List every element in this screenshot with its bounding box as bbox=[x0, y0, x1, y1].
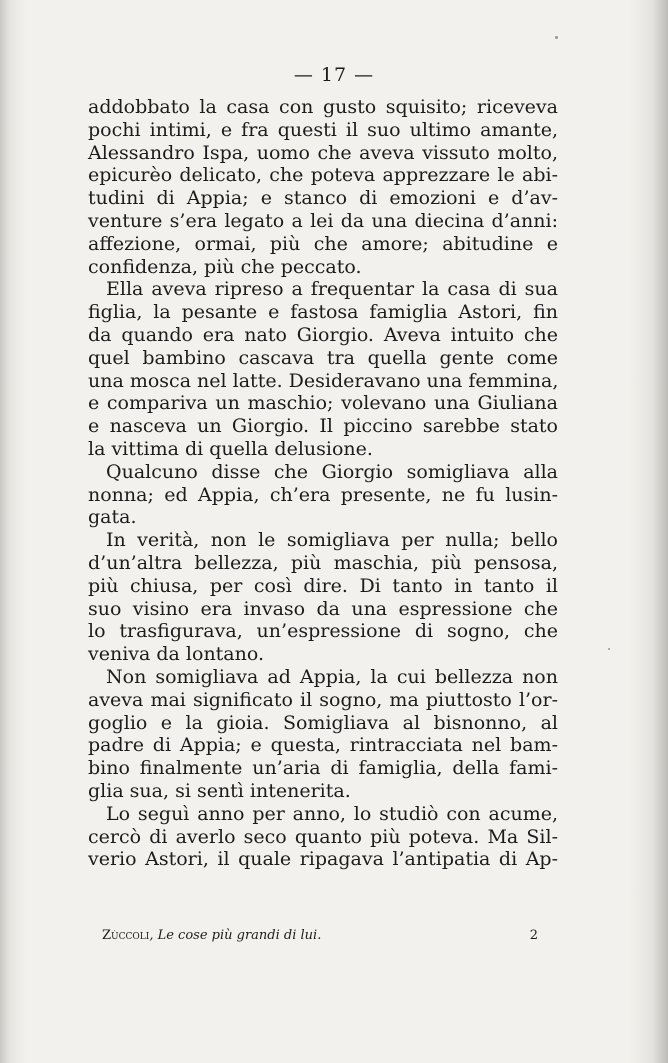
text-line: goglio e la gioia. Somigliava al bisnonno, al bbox=[88, 711, 558, 734]
text-line: pochi intimi, e fra questi il suo ultimo amante, bbox=[88, 118, 558, 141]
footer-title: Le cose più grandi di lui. bbox=[157, 928, 322, 943]
body-text bbox=[88, 96, 558, 871]
text-line: affezione, ormai, più che amore; abitudine e bbox=[88, 232, 558, 255]
text-line: gata. bbox=[88, 506, 137, 529]
text-line: Non somigliava ad Appia, la cui bellezza non bbox=[106, 665, 558, 688]
footer-author: Zùccoli bbox=[102, 928, 150, 943]
footer-source: Zùccoli, Le cose più grandi di lui. bbox=[102, 928, 322, 943]
text-line: più chiusa, per così dire. Di tanto in tanto il bbox=[88, 574, 558, 597]
text-line: addobbato la casa con gusto squisito; riceveva bbox=[88, 96, 558, 118]
text-line: Qualcuno disse che Giorgio somigliava alla bbox=[106, 460, 558, 483]
text-line: veniva da lontano. bbox=[88, 643, 265, 666]
text-line: Ella aveva ripreso a frequentar la casa di sua bbox=[106, 278, 558, 301]
text-line: la vittima di quella delusione. bbox=[88, 437, 373, 460]
page-number: — 17 — bbox=[293, 64, 375, 86]
text-line: tudini di Appia; e stanco di emozioni e d’av- bbox=[88, 187, 558, 210]
text-line: e compariva un maschio; volevano una Giuliana bbox=[88, 392, 558, 415]
paper-speck bbox=[608, 648, 610, 650]
text-line: padre di Appia; e questa, rintracciata nel bam- bbox=[88, 734, 558, 757]
text-line: da quando era nato Giorgio. Aveva intuito che bbox=[88, 323, 558, 346]
text-line: verio Astori, il quale ripagava l’antipatia di Ap- bbox=[88, 848, 558, 871]
text-line: nonna; ed Appia, ch’era presente, ne fu lusin- bbox=[88, 483, 558, 506]
text-line: Lo seguì anno per anno, lo studiò con acume, bbox=[106, 802, 558, 825]
text-line: lo trasfigurava, un’espressione di sogno, che bbox=[88, 620, 558, 643]
text-line: bino finalmente un’aria di famiglia, della fami- bbox=[88, 757, 558, 780]
signature-mark: 2 bbox=[529, 928, 538, 943]
text-line: cercò di averlo seco quanto più poteva. Ma Sil- bbox=[88, 825, 558, 848]
text-line: aveva mai significato il sogno, ma piuttosto l’or- bbox=[88, 688, 558, 711]
text-line: Alessandro Ispa, uomo che aveva vissuto molto, bbox=[88, 141, 558, 164]
text-line: confidenza, più che peccato. bbox=[88, 255, 362, 278]
text-line: In verità, non le somigliava per nulla; bello bbox=[106, 529, 558, 552]
page-footer bbox=[102, 928, 538, 943]
text-line: quel bambino cascava tra quella gente come bbox=[88, 346, 558, 369]
paper-speck bbox=[555, 36, 558, 39]
text-line: e nasceva un Giorgio. Il piccino sarebbe stato bbox=[88, 415, 558, 438]
text-line: glia sua, si sentì intenerita. bbox=[88, 779, 351, 802]
text-line: suo visino era invaso da una espressione che bbox=[88, 597, 558, 620]
text-line: venture s’era legato a lei da una diecina d’anni: bbox=[88, 209, 558, 232]
text-line: figlia, la pesante e fastosa famiglia Astori, fin bbox=[88, 301, 558, 324]
text-line: una mosca nel latte. Desideravano una femmina, bbox=[88, 369, 559, 392]
text-line: d’un’altra bellezza, più maschia, più pensosa, bbox=[88, 551, 558, 574]
text-line: epicurèo delicato, che poteva apprezzare le abi- bbox=[88, 164, 558, 187]
